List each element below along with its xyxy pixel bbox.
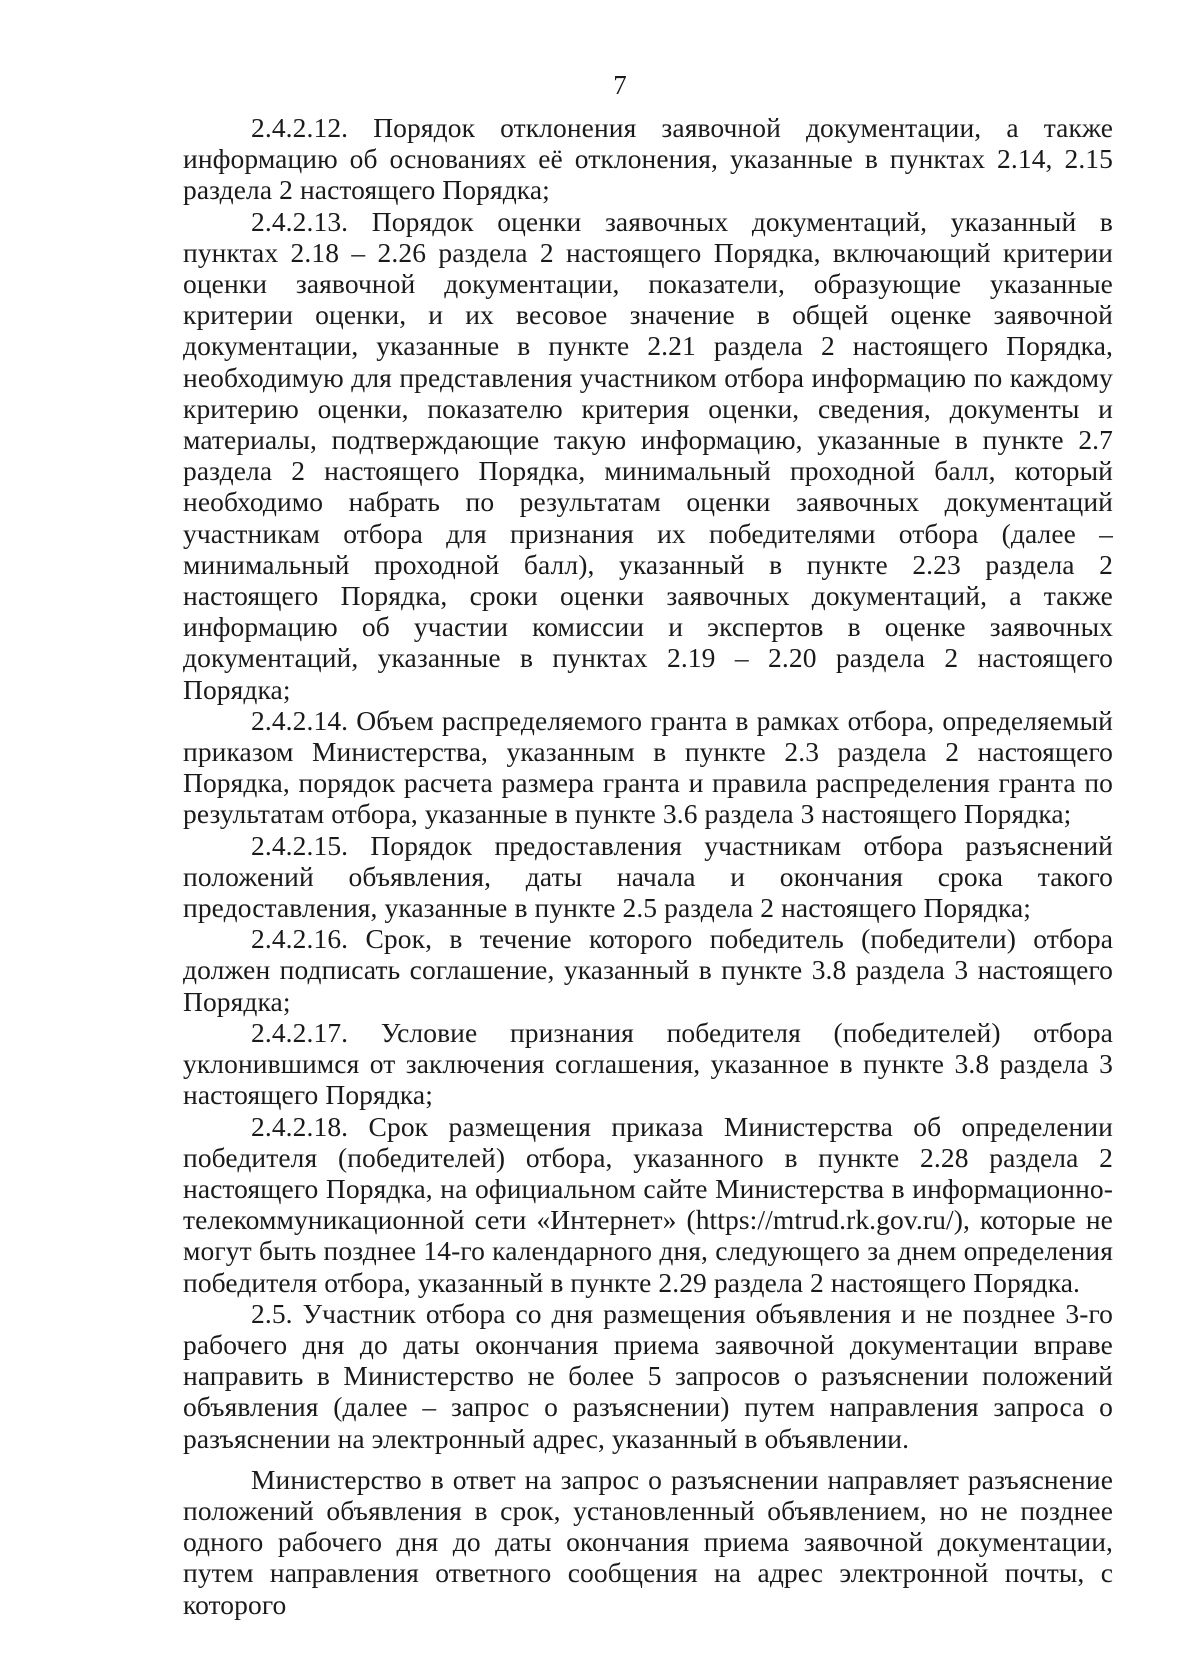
paragraph-2-5: 2.5. Участник отбора со дня размещения объявления и не позднее 3-го рабочего дня до даты окончания приема заявочной документации вправе направить в Министерство не более 5 запросов о разъяснении положений объявления (далее – запрос о разъяснении) путем направления запроса о разъяснении на электронный адрес, указанный в объявлении. (183, 1297, 1113, 1454)
paragraph-ministry-response: Министерство в ответ на запрос о разъяснении направляет разъяснение положений объявления в срок, установленный объявлением, но не позднее одного рабочего дня до даты окончания приема заявочной документации, путем направления ответного сообщения на адрес электронной почты, с которого (183, 1463, 1113, 1620)
paragraph-2-4-2-12: 2.4.2.12. Порядок отклонения заявочной документации, а также информацию об основаниях её отклонения, указанные в пунктах 2.14, 2.15 раздела 2 настоящего Порядка; (183, 112, 1113, 206)
paragraph-2-4-2-14: 2.4.2.14. Объем распределяемого гранта в рамках отбора, определяемый приказом Министерства, указанным в пункте 2.3 раздела 2 настоящего Порядка, порядок расчета размера гранта и правила распределения гранта по результатам отбора, указанные в пункте 3.6 раздела 3 настоящего Порядка; (183, 704, 1113, 830)
page-number: 7 (613, 70, 627, 100)
paragraph-2-4-2-17: 2.4.2.17. Условие признания победителя (победителей) отбора уклонившимся от заключения соглашения, указанное в пункте 3.8 раздела 3 настоящего Порядка; (183, 1016, 1113, 1111)
paragraph-2-4-2-15: 2.4.2.15. Порядок предоставления участникам отбора разъяснений положений объявления, даты начала и окончания срока такого предоставления, указанные в пункте 2.5 раздела 2 настоящего Порядка; (183, 829, 1113, 924)
paragraph-2-4-2-18: 2.4.2.18. Срок размещения приказа Министерства об определении победителя (победителей) отбора, указанного в пункте 2.28 раздела 2 настоящего Порядка, на официальном сайте Министерства в информационно-телекоммуникационной сети «Интернет» (https://mtrud.rk.gov.ru/), которые не могут быть позднее 14-го календарного дня, следующего за днем определения победителя отбора, указанный в пункте 2.29 раздела 2 настоящего Порядка. (183, 1110, 1113, 1298)
paragraph-2-4-2-16: 2.4.2.16. Срок, в течение которого победитель (победители) отбора должен подписать соглашение, указанный в пункте 3.8 раздела 3 настоящего Порядка; (183, 923, 1113, 1017)
paragraph-2-4-2-13: 2.4.2.13. Порядок оценки заявочных документаций, указанный в пунктах 2.18 – 2.26 раздела 2 настоящего Порядка, включающий критерии оценки заявочной документации, показатели, образующие указанные критерии оценки, и их весовое значение в общей оценке заявочной документации, указанные в пункте 2.21 раздела 2 настоящего Порядка, необходимую для представления участником отбора информацию по каждому критерию оценки, показателю критерия оценки, сведения, документы и материалы, подтверждающие такую информацию, указанные в пункте 2.7 раздела 2 настоящего Порядка, минимальный проходной балл, который необходимо набрать по результатам оценки заявочных документаций участникам отбора для признания их победителями отбора (далее – минимальный проходной балл), указанный в пункте 2.23 раздела 2 настоящего Порядка, сроки оценки заявочных документаций, а также информацию об участии комиссии и экспертов в оценке заявочных документаций, указанные в пунктах 2.19 – 2.20 раздела 2 настоящего Порядка; (183, 205, 1113, 705)
document-body (183, 112, 1113, 1620)
